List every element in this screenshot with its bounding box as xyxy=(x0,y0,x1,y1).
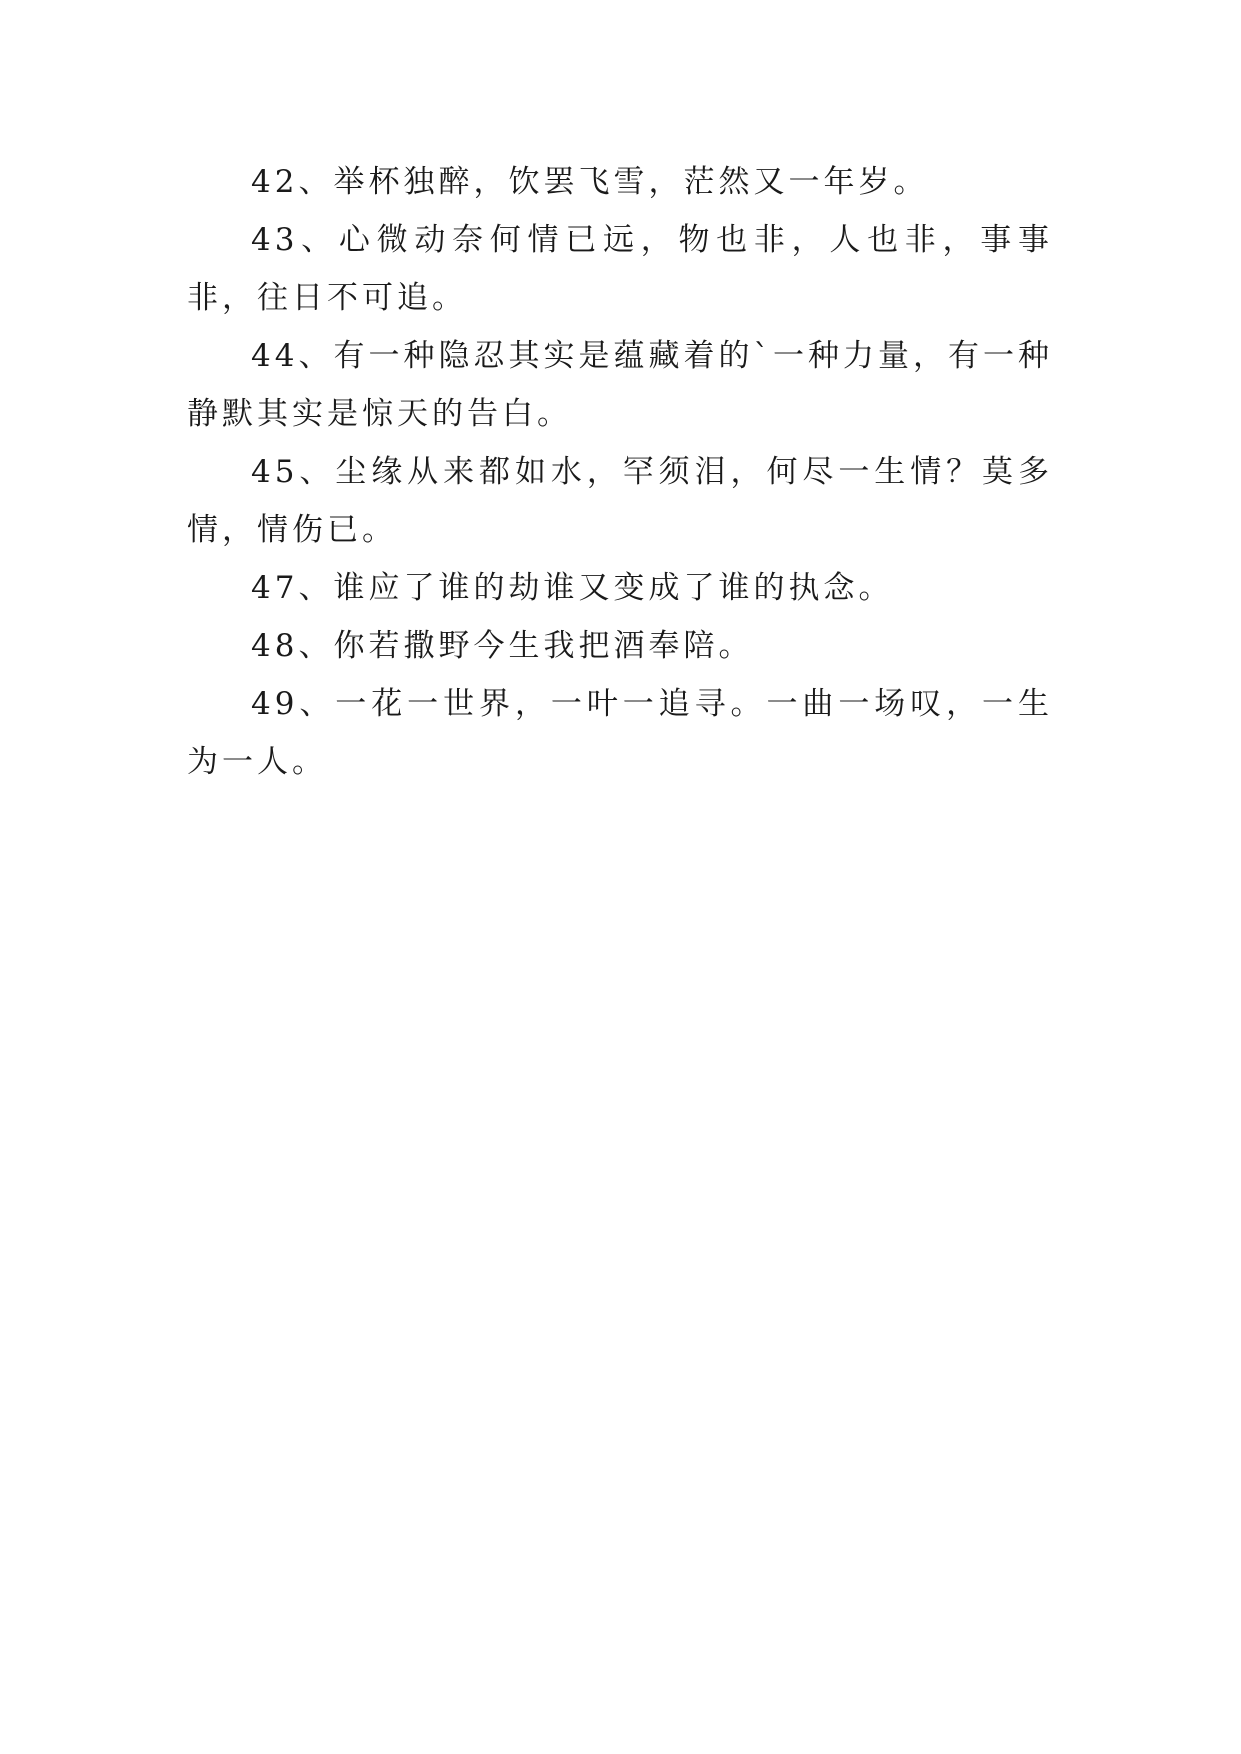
paragraph-42: 42、举杯独醉，饮罢飞雪，茫然又一年岁。 xyxy=(251,164,929,200)
paragraph-44: 44、有一种隐忍其实是蕴藏着的`一种力量，有一种静默其实是惊天的告白。 xyxy=(187,338,1053,432)
paragraph-47: 47、谁应了谁的劫谁又变成了谁的执念。 xyxy=(251,570,894,606)
document-body xyxy=(187,153,1053,791)
paragraph-49: 49、一花一世界，一叶一追寻。一曲一场叹，一生为一人。 xyxy=(187,686,1053,780)
paragraph-45: 45、尘缘从来都如水，罕须泪，何尽一生情？莫多情，情伤已。 xyxy=(187,454,1053,548)
paragraph-48: 48、你若撒野今生我把酒奉陪。 xyxy=(251,628,754,664)
paragraph-43: 43、心微动奈何情已远，物也非，人也非，事事非，往日不可追。 xyxy=(187,222,1053,316)
